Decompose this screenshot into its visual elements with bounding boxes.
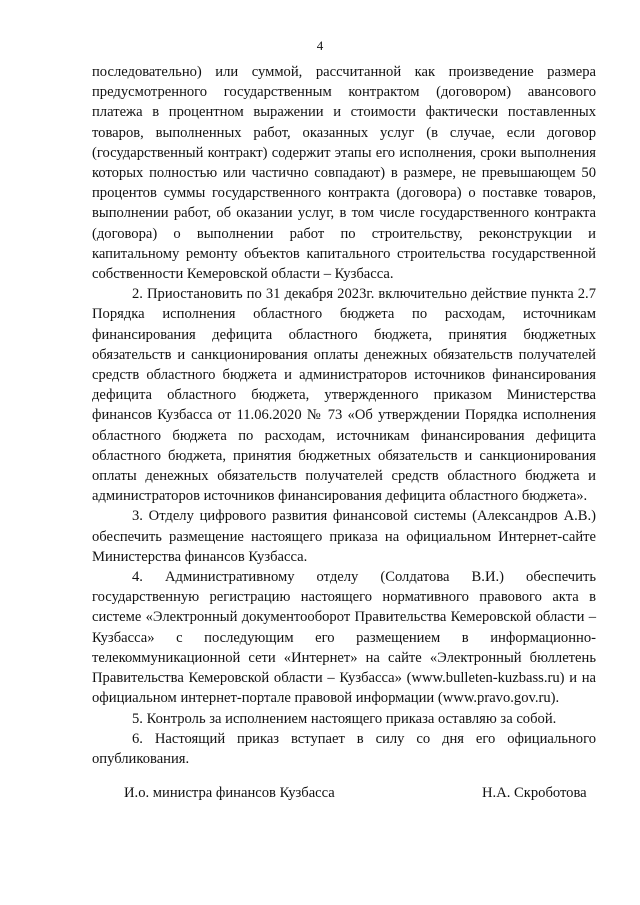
page-number: 4 <box>316 38 324 53</box>
signatory-name: Н.А. Скроботова <box>482 785 587 801</box>
signatory-position: И.о. министра финансов Кузбасса <box>124 785 335 801</box>
paragraph-item-3: 3. Отделу цифрового развития финансовой системы (Александров А.В.) обеспечить размещение настоящего приказа на официальном Интернет-сайте Министерства финансов Кузбасса. <box>92 508 596 565</box>
paragraph-item-6: 6. Настоящий приказ вступает в силу со дня его официального опубликования. <box>92 730 596 767</box>
document-body <box>92 62 596 769</box>
paragraph-item-2: 2. Приостановить по 31 декабря 2023г. включительно действие пункта 2.7 Порядка исполнения областного бюджета по расходам, источникам финансирования дефицита областного бюджета, принятия бюджетных обязательств и санкционирования оплаты денежных обязательств получателей средств областного бюджета и администраторов источников финансирования дефицита областного бюджета, утвержденного приказом Министерства финансов Кузбасса от 11.06.2020 № 73 «Об утверждении Порядка исполнения областного бюджета по расходам, источникам финансирования дефицита областного бюджета, принятия бюджетных обязательств и санкционирования оплаты денежных обязательств получателей средств областного бюджета и администраторов источников финансирования дефицита областного бюджета». <box>92 286 596 505</box>
paragraph-item-4: 4. Административному отделу (Солдатова В.И.) обеспечить государственную регистрацию настоящего нормативного правового акта в системе «Электронный документооборот Правительства Кемеровской области – Кузбасса» с последующим его размещением в информационно-телекоммуникационной сети «Интернет» на сайте «Электронный бюллетень Правительства Кемеровской области – Кузбасса» (www.bulleten-kuzbass.ru) и на официальном интернет-портале правовой информации (www.pravo.gov.ru). <box>92 569 596 707</box>
paragraph-continuation: последовательно) или суммой, рассчитанной как произведение размера предусмотренного государственным контрактом (договором) авансового платежа в процентном выражении и стоимости фактически поставленных товаров, выполненных работ, оказанных услуг (в случае, если договор (государственный контракт) содержит этапы его исполнения, сроки выполнения которых полностью или частично совпадают) в размере, не превышающем 50 процентов суммы государственного контракта (договора) о поставке товаров, выполнении работ, об оказании услуг, в том числе государственного контракта (договора) о выполнении работ по строительству, реконструкции и капитальному ремонту объектов капитального строительства государственной собственности Кемеровской области – Кузбасса. <box>92 64 596 283</box>
paragraph-item-5: 5. Контроль за исполнением настоящего приказа оставляю за собой. <box>132 710 557 727</box>
